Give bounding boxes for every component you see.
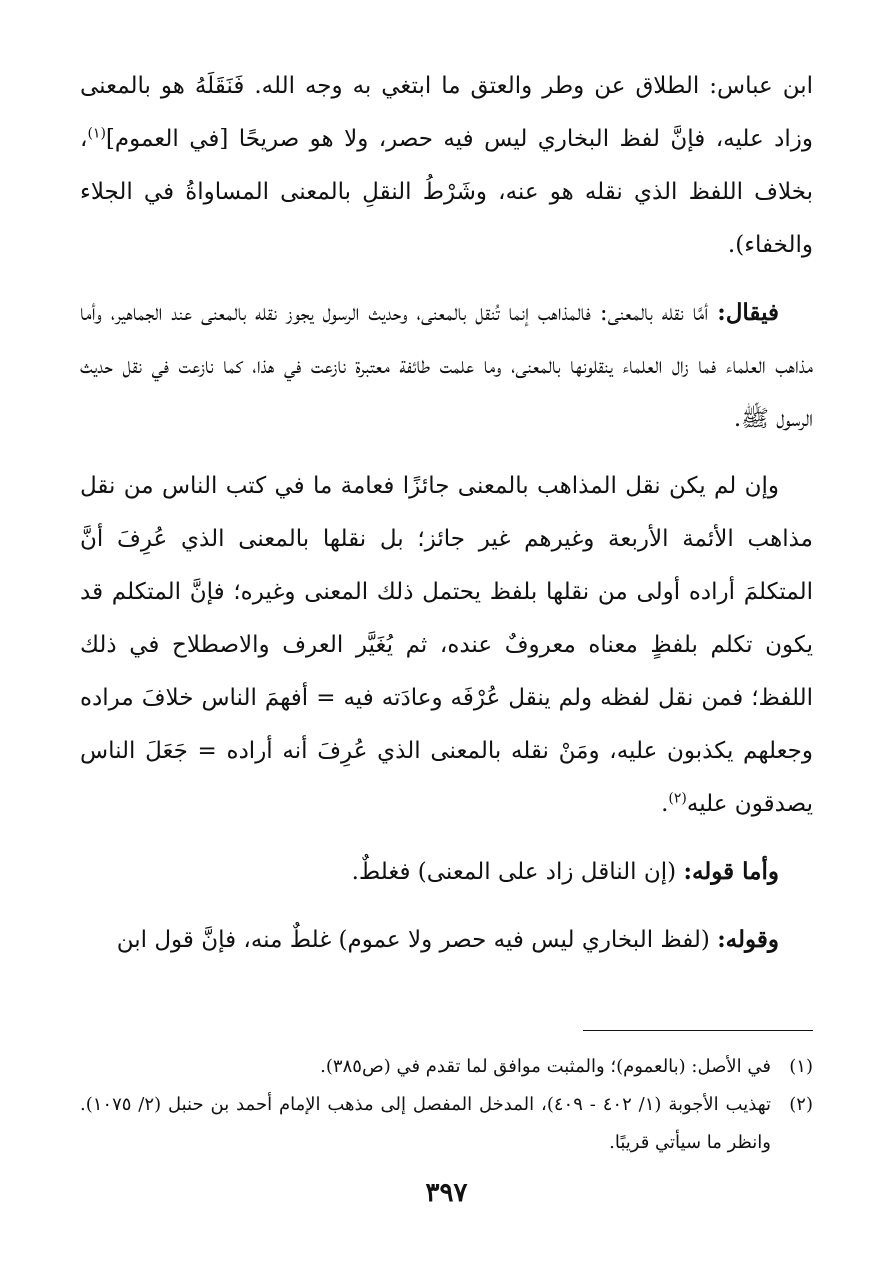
page-number: ٣٩٧ bbox=[425, 1178, 468, 1208]
page-body bbox=[80, 60, 813, 981]
paragraph-2-lead: فيقال: bbox=[717, 299, 779, 326]
paragraph-5-text: (لفظ البخاري ليس فيه حصر ولا عموم) غلطٌ منه، فإنَّ قول ابن bbox=[116, 927, 718, 953]
paragraph-4-text: (إن الناقل زاد على المعنى) فغلطٌ. bbox=[351, 859, 684, 885]
footnote-1-number: (١) bbox=[789, 1056, 813, 1077]
paragraph-1-text: ابن عباس: الطلاق عن وطر والعتق ما ابتغي به وجه الله. فَنَقَلَهُ هو بالمعنى وزاد عليه، فإنَّ لفظ البخاري ليس فيه حصر، ولا هو صريحًا [في العموم] bbox=[80, 73, 813, 152]
footnote-2-text: تهذيب الأجوبة (١/ ٤٠٢ - ٤٠٩)، المدخل المفصل إلى مذهب الإمام أحمد بن حنبل (٢/ ١٠٧٥). وانظر ما سيأتي قريبًا. bbox=[80, 1094, 771, 1153]
paragraph-1-text-after: ، بخلاف اللفظ الذي نقله هو عنه، وشَرْطُ النقلِ بالمعنى المساواةُ في الجلاء والخفاء). bbox=[80, 126, 813, 258]
paragraph-2-text: أمَّا نقله بالمعنى: فالمذاهب إنما تُنقل بالمعنى، وحديث الرسول يجوز نقله بالمعنى عند الجماهير، وأما مذاهب العلماء فما زال العلماء ينقلونها بالمعنى، وما علمت طائفة معتبرة نازعت في هذا، كما نازعت في نقل حديث الرسول ﷺ. bbox=[80, 300, 813, 432]
footnote-1-text: في الأصل: (بالعموم)؛ والمثبت موافق لما تقدم في (ص٣٨٥). bbox=[320, 1056, 771, 1077]
footnote-ref-1: (١) bbox=[87, 125, 106, 142]
paragraph-3 bbox=[80, 460, 813, 831]
footnote-1 bbox=[80, 1048, 813, 1086]
paragraph-5 bbox=[80, 913, 813, 967]
paragraph-3-text-after: . bbox=[661, 791, 669, 817]
footnotes bbox=[80, 1048, 813, 1162]
paragraph-4 bbox=[80, 845, 813, 899]
paragraph-1 bbox=[80, 60, 813, 272]
paragraph-3-text: وإن لم يكن نقل المذاهب بالمعنى جائزًا فعامة ما في كتب الناس من نقل مذاهب الأئمة الأربعة وغيرهم غير جائز؛ بل نقلها بالمعنى الذي عُرِفَ أنَّ المتكلمَ أراده أولى من نقلها بلفظ يحتمل ذلك المعنى وغيره؛ فإنَّ المتكلم قد يكون تكلم بلفظٍ معناه معروفٌ عنده، ثم يُغَيَّر العرف والاصطلاح في ذلك اللفظ؛ فمن نقل لفظه ولم ينقل عُرْفَه وعادَته فيه = أفهمَ الناس خلافَ مراده وجعلهم يكذبون عليه، ومَنْ نقله بالمعنى الذي عُرِفَ أنه أراده = جَعَلَ الناس يصدقون عليه bbox=[80, 473, 813, 817]
footnote-ref-2: (٢) bbox=[668, 790, 687, 807]
footnote-separator bbox=[583, 1030, 813, 1031]
footnote-2 bbox=[80, 1086, 813, 1162]
paragraph-4-lead: وأما قوله: bbox=[683, 858, 779, 885]
paragraph-5-lead: وقوله: bbox=[717, 926, 779, 953]
paragraph-2 bbox=[80, 286, 813, 446]
footnote-2-number: (٢) bbox=[789, 1094, 813, 1115]
